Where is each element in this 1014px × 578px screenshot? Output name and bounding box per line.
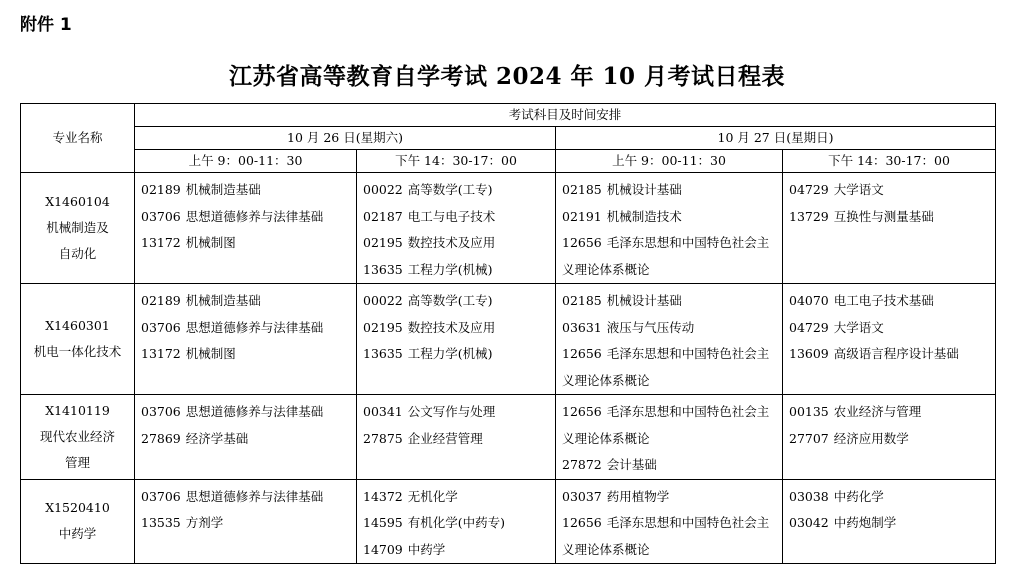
course-code: 00341 [363,404,403,419]
course-name: 毛泽东思想和中国特色社会主 [606,235,770,250]
course-name: 义理论体系概论 [562,261,650,277]
course-line [562,341,778,368]
course-line [562,426,778,453]
course-code: 02195 [363,319,403,335]
course-code: 14595 [363,515,403,530]
header-row-schedule [21,104,996,127]
course-code: 12656 [562,404,602,419]
course-code: 03631 [562,319,602,335]
course-code: 03706 [141,319,181,335]
session-cell [357,479,556,564]
course-code: 14709 [363,541,403,557]
course-name: 义理论体系概论 [562,430,650,446]
course-name: 会计基础 [606,457,657,472]
course-name: 机械设计基础 [606,293,682,308]
course-name: 机械制图 [185,346,236,361]
course-name: 高等数学(工专) [407,293,493,308]
course-code: 13172 [141,346,181,361]
course-name: 机械制造基础 [185,182,261,197]
major-name-line: 管理 [64,454,90,470]
course-code: 03038 [789,488,829,504]
course-line [363,177,551,204]
course-name: 机械制图 [185,235,236,250]
course-code: 02187 [363,208,403,224]
course-line [562,204,778,231]
exam-schedule-table [20,103,996,564]
course-line [363,426,551,453]
major-name-line: 机电一体化技术 [33,344,122,359]
course-name: 思想道德修养与法律基础 [185,208,324,224]
header-row-sessions [21,150,996,173]
session-cell [135,284,357,395]
course-line [141,484,352,511]
course-line [363,288,551,315]
course-line [789,484,991,511]
course-name: 经济学基础 [185,430,249,446]
major-name-line: 中药学 [58,526,97,542]
major-code: X1520410 [45,500,110,516]
major-header: 专业名称 [21,104,135,173]
course-code: 27875 [363,430,403,446]
course-code: 02189 [141,293,181,308]
course-code: 12656 [562,346,602,361]
course-code: 02185 [562,293,602,308]
table-row [21,479,996,564]
course-name: 数控技术及应用 [407,235,496,250]
course-code: 02195 [363,235,403,250]
course-line [141,510,352,537]
course-name: 中药学 [407,541,446,557]
course-line [789,204,991,231]
course-line [141,399,352,426]
course-code: 14372 [363,488,403,504]
course-line [562,484,778,511]
course-name: 毛泽东思想和中国特色社会主 [606,515,770,530]
day-header: 10 月 27 日(星期日) [556,127,996,150]
course-name: 液压与气压传动 [606,319,695,335]
course-line [141,315,352,342]
table-row [21,395,996,480]
header-row-days [21,127,996,150]
course-code: 04729 [789,319,829,335]
course-code: 04729 [789,182,829,197]
course-code: 27869 [141,430,181,446]
course-code: 02189 [141,182,181,197]
course-code: 03042 [789,515,829,530]
course-name: 工程力学(机械) [407,346,493,361]
course-code: 03037 [562,488,602,504]
course-code: 00022 [363,182,403,197]
course-code: 13635 [363,346,403,361]
course-line [141,204,352,231]
session-cell [556,284,783,395]
course-code: 00135 [789,404,829,419]
course-code: 04070 [789,293,829,308]
session-cell [135,479,357,564]
course-name: 农业经济与管理 [833,404,922,419]
course-line [363,510,551,537]
table-body [21,173,996,564]
course-line [141,341,352,368]
session-cell [556,173,783,284]
session-cell [556,395,783,480]
major-name-cell [21,284,135,395]
session-cell [135,173,357,284]
course-line [141,177,352,204]
attachment-label: 附件 1 [20,15,72,35]
course-line [141,230,352,257]
course-code: 00022 [363,293,403,308]
course-line [562,368,778,395]
major-name-line: 现代农业经济 [39,428,115,444]
course-line [789,399,991,426]
course-name: 电工与电子技术 [407,208,496,224]
course-code: 13635 [363,261,403,277]
course-code: 12656 [562,235,602,250]
course-code: 02191 [562,208,602,224]
page-title: 江苏省高等教育自学考试 2024 年 10 月考试日程表 [228,63,786,90]
course-name: 企业经营管理 [407,430,483,446]
course-code: 03706 [141,208,181,224]
course-line [141,288,352,315]
course-line [363,230,551,257]
course-code: 13609 [789,346,829,361]
course-name: 电工电子技术基础 [833,293,934,308]
course-line [562,257,778,284]
course-line [789,510,991,537]
course-name: 义理论体系概论 [562,372,650,388]
major-code: X1460301 [45,318,110,333]
session-cell [556,479,783,564]
session-header: 上午 9：00-11：30 [556,150,783,173]
course-line [562,452,778,479]
course-name: 思想道德修养与法律基础 [185,319,324,335]
session-cell [357,284,556,395]
session-cell [357,395,556,480]
course-line [141,426,352,453]
course-name: 药用植物学 [606,488,670,504]
course-name: 经济应用数学 [833,430,909,446]
table-row [21,173,996,284]
course-line [789,315,991,342]
table-row [21,284,996,395]
course-code: 27872 [562,457,602,472]
course-name: 机械制造基础 [185,293,261,308]
major-code: X1460104 [45,194,110,209]
course-line [562,230,778,257]
course-name: 高级语言程序设计基础 [833,346,959,361]
session-header: 下午 14：30-17：00 [783,150,996,173]
course-line [789,288,991,315]
course-code: 13535 [141,515,181,530]
course-line [363,257,551,284]
course-name: 公文写作与处理 [407,404,496,419]
course-code: 03706 [141,404,181,419]
course-name: 机械制造技术 [606,208,682,224]
course-line [562,537,778,564]
major-name-cell [21,173,135,284]
course-name: 数控技术及应用 [407,319,496,335]
course-line [789,341,991,368]
course-line [363,315,551,342]
course-line [363,341,551,368]
course-name: 机械设计基础 [606,182,682,197]
course-code: 27707 [789,430,829,446]
course-code: 12656 [562,515,602,530]
day-header: 10 月 26 日(星期六) [135,127,556,150]
course-code: 13729 [789,208,829,224]
session-header: 下午 14：30-17：00 [357,150,556,173]
major-code: X1410119 [45,402,110,418]
course-line [562,288,778,315]
course-name: 思想道德修养与法律基础 [185,488,324,504]
course-name: 大学语文 [833,182,884,197]
session-cell [135,395,357,480]
course-name: 中药炮制学 [833,515,897,530]
course-line [562,510,778,537]
course-name: 义理论体系概论 [562,541,650,557]
course-name: 中药化学 [833,488,884,504]
course-line [562,315,778,342]
course-line [363,399,551,426]
course-line [789,426,991,453]
course-name: 互换性与测量基础 [833,208,934,224]
course-name: 思想道德修养与法律基础 [185,404,324,419]
course-line [363,537,551,564]
session-cell [783,395,996,480]
session-cell [783,173,996,284]
major-name-line: 自动化 [58,246,97,261]
session-cell [783,479,996,564]
session-header: 上午 9：00-11：30 [135,150,357,173]
session-cell [357,173,556,284]
major-name-line: 机械制造及 [46,220,109,235]
course-name: 工程力学(机械) [407,261,493,277]
course-code: 13172 [141,235,181,250]
course-line [562,177,778,204]
course-line [789,177,991,204]
course-name: 方剂学 [185,515,224,530]
course-name: 大学语文 [833,319,884,335]
course-name: 毛泽东思想和中国特色社会主 [606,404,770,419]
course-line [363,204,551,231]
course-line [562,399,778,426]
major-name-cell [21,395,135,480]
course-line [363,484,551,511]
course-name: 有机化学(中药专) [407,515,506,530]
course-name: 高等数学(工专) [407,182,493,197]
course-code: 02185 [562,182,602,197]
course-name: 毛泽东思想和中国特色社会主 [606,346,770,361]
course-name: 无机化学 [407,488,458,504]
course-code: 03706 [141,488,181,504]
major-name-cell [21,479,135,564]
session-cell [783,284,996,395]
schedule-header: 考试科目及时间安排 [135,104,996,127]
